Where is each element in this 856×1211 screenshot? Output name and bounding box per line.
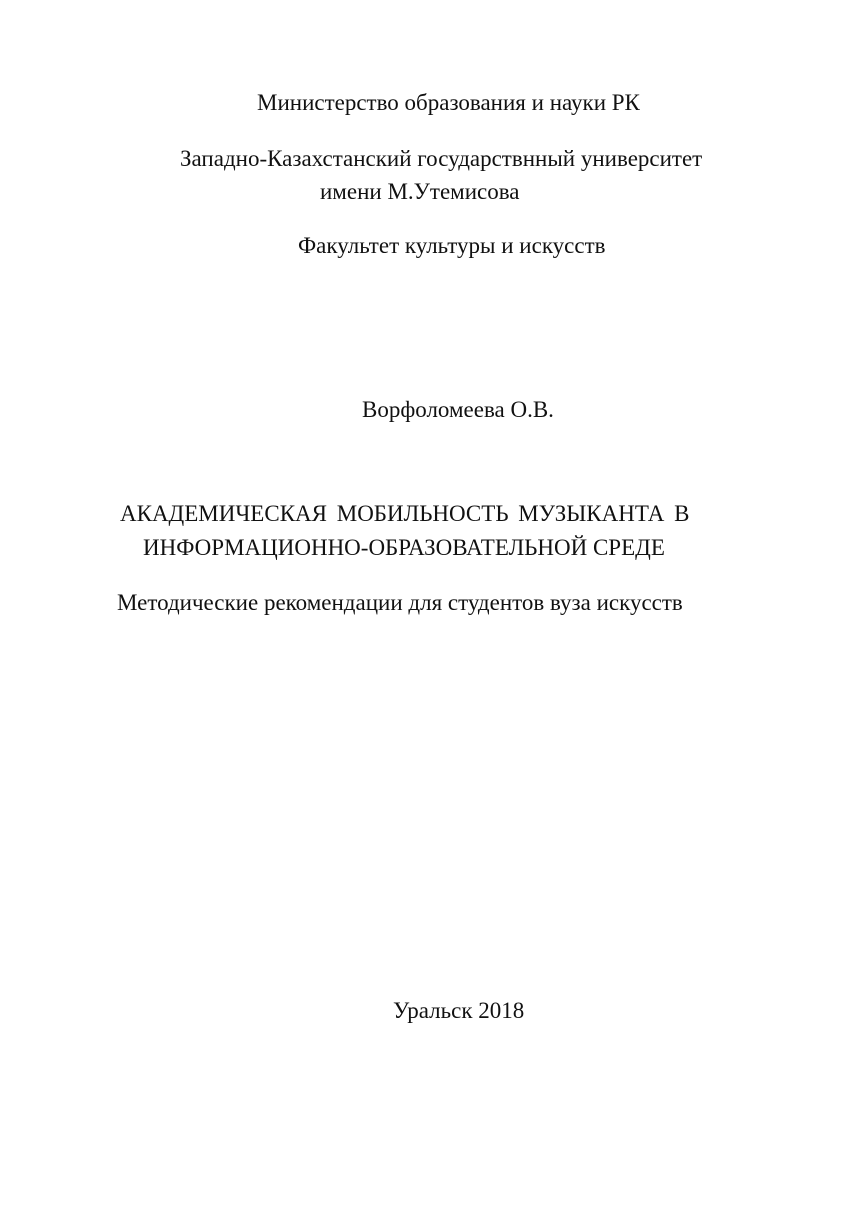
ministry-heading: Министерство образования и науки РК bbox=[257, 90, 640, 115]
document-title-line1: АКАДЕМИЧЕСКАЯ МОБИЛЬНОСТЬ МУЗЫКАНТА В bbox=[120, 501, 690, 526]
author-name: Ворфоломеева О.В. bbox=[362, 397, 554, 422]
document-subtitle: Методические рекомендации для студентов вуза искусств bbox=[117, 590, 683, 615]
university-name-line1: Западно-Казахстанский государствнный университет bbox=[180, 146, 703, 171]
faculty-name: Факультет культуры и искусств bbox=[298, 233, 606, 258]
document-title-line2: ИНФОРМАЦИОННО-ОБРАЗОВАТЕЛЬНОЙ СРЕДЕ bbox=[143, 535, 665, 560]
city-year: Уральск 2018 bbox=[393, 998, 525, 1023]
university-name-line2: имени М.Утемисова bbox=[320, 179, 520, 204]
